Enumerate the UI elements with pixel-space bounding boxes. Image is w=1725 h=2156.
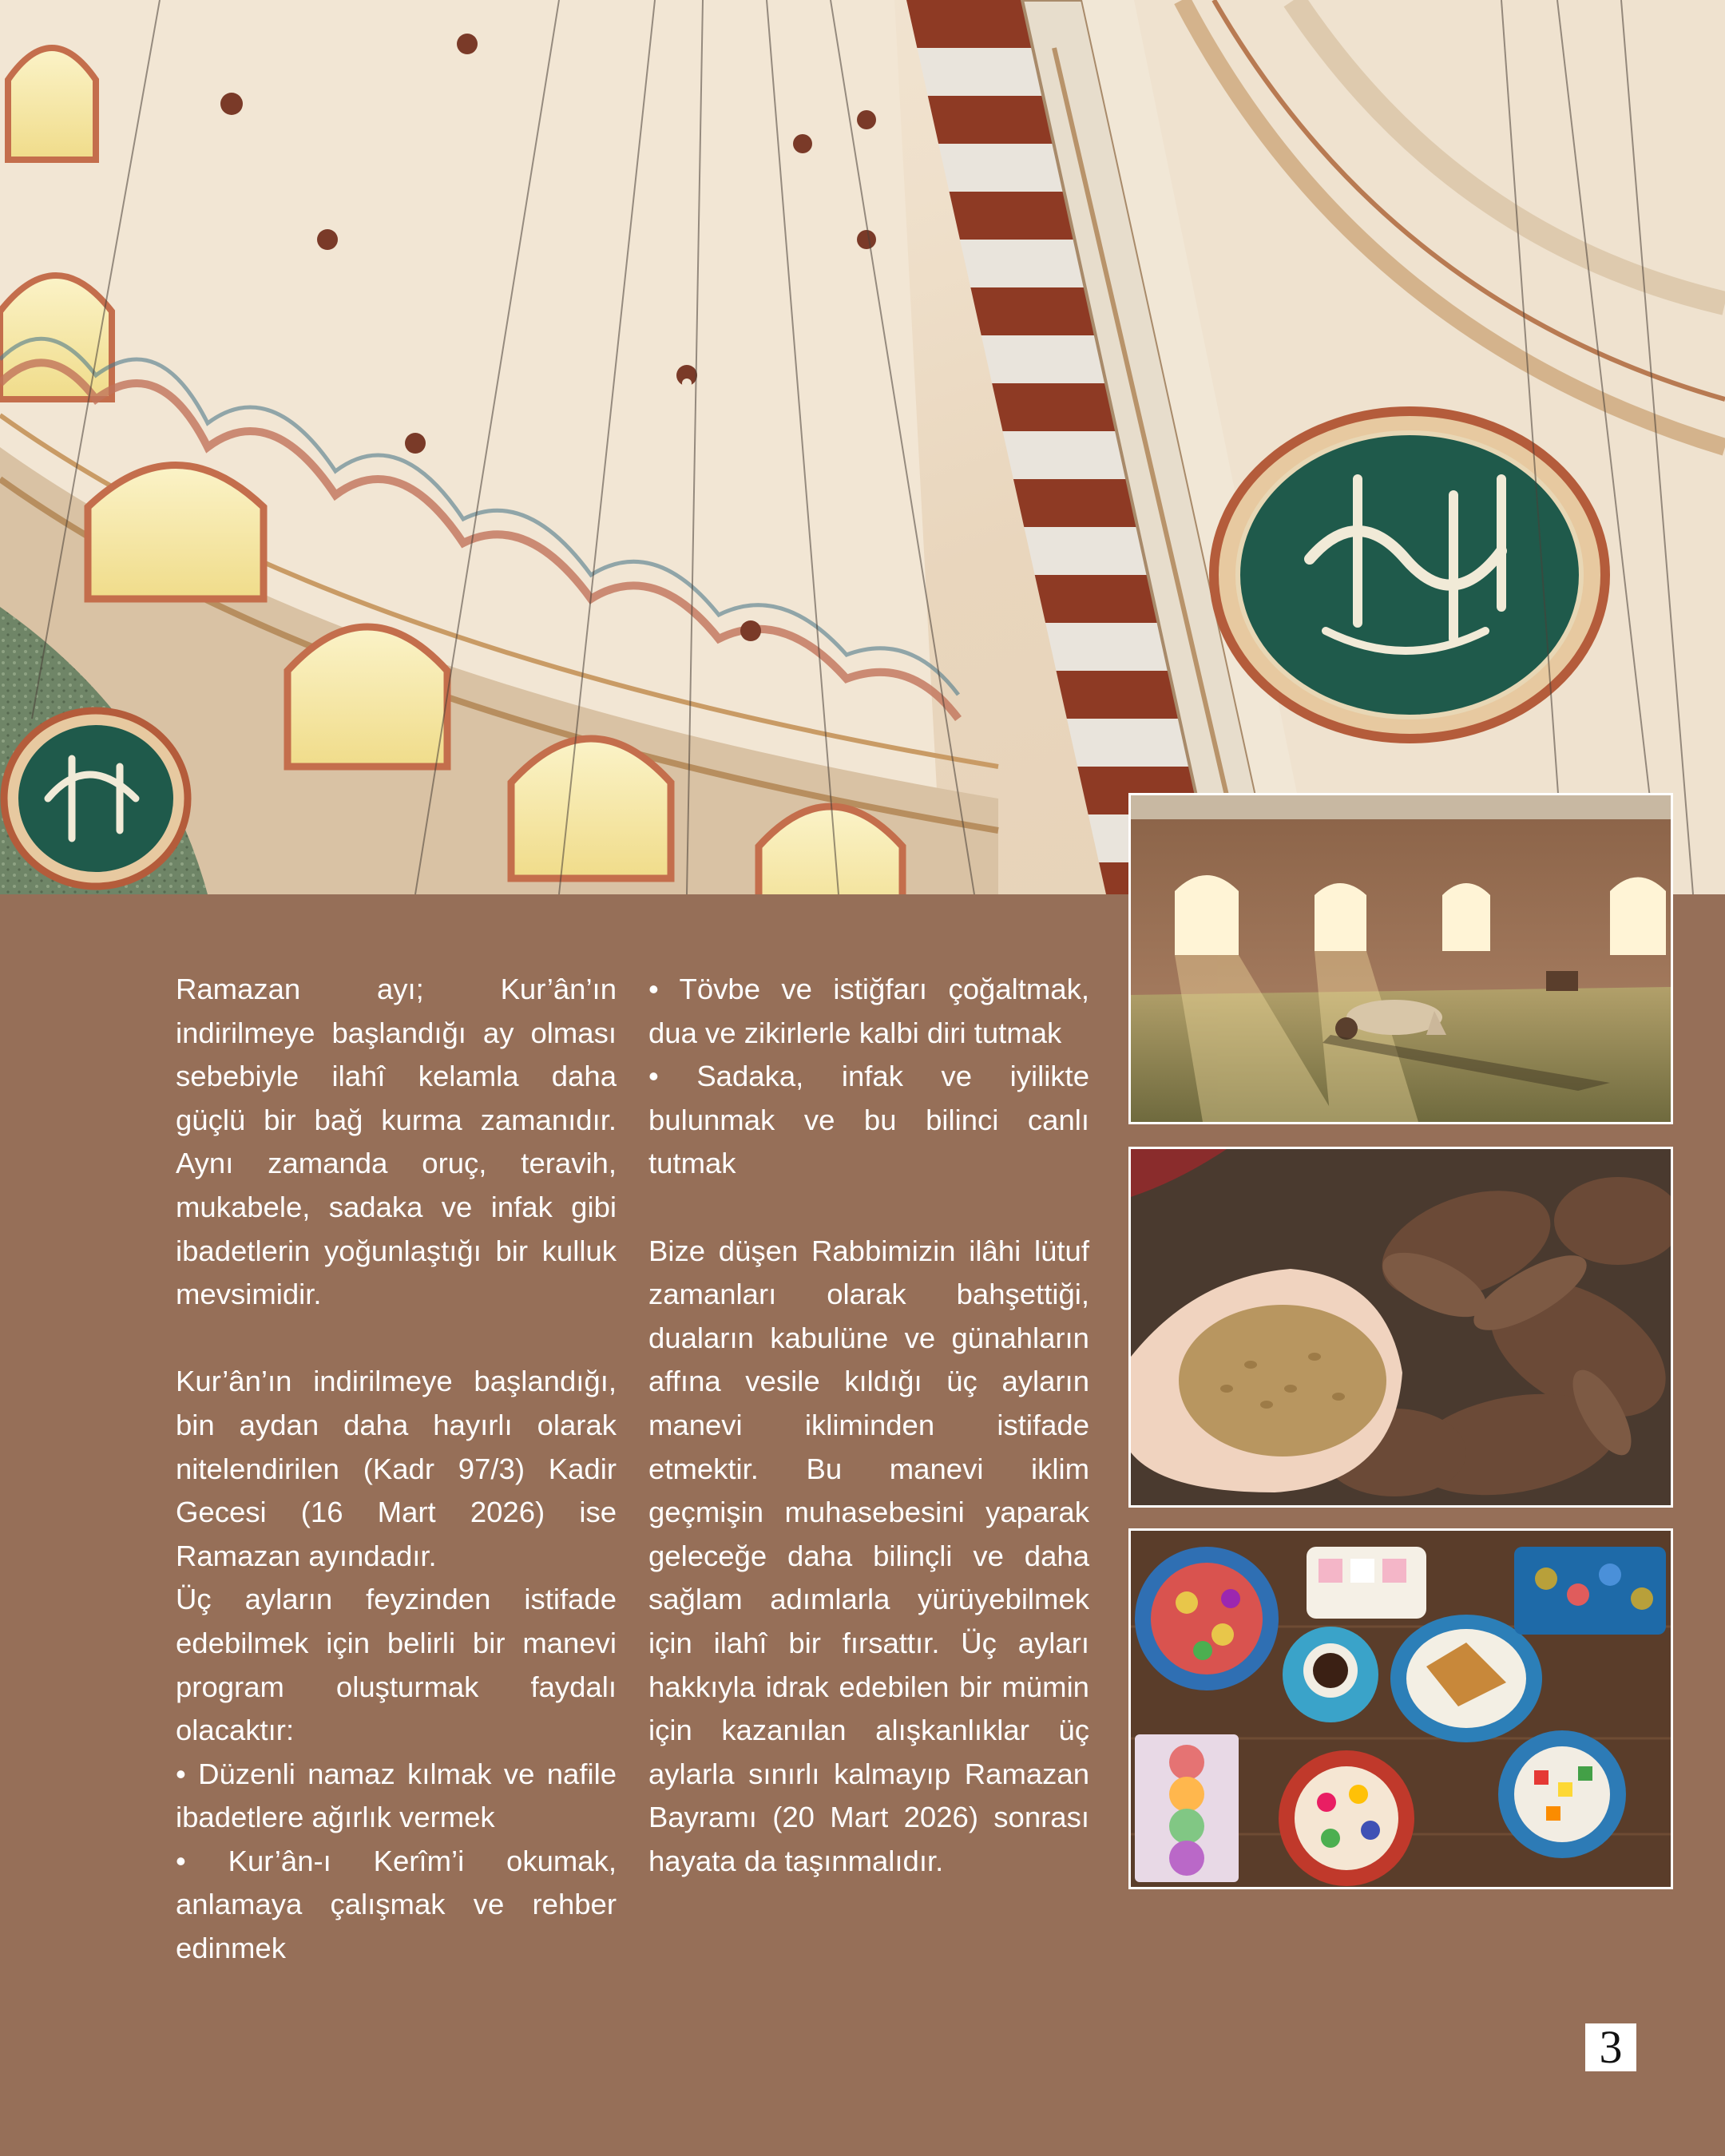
hero-mosque-dome-photo [0,0,1725,894]
bullet-namaz: • Düzenli namaz kılmak ve nafile ibadetlere ağırlık vermek [176,1757,617,1834]
page-number: 3 [1585,2023,1636,2071]
paragraph-kadir-gecesi: Kur’ân’ın indirilmeye başlandığı, bin aydan daha hayırlı olarak nitelendirilen (Kadr 97/3) Kadir Gecesi (16 Mart 2026) ise Ramazan ayındadır. [176,1365,617,1572]
photo-hands-holding-wheat [1128,1147,1673,1508]
bullet-kuran: • Kur’ân-ı Kerîm’i okumak, anlamaya çalışmak ve rehber edinmek [176,1844,617,1965]
text-column-right [648,968,1089,1883]
bullet-tovbe: • Tövbe ve istiğfarı çoğaltmak, dua ve zikirlerle kalbi diri tutmak [648,973,1089,1049]
bullet-sadaka: • Sadaka, infak ve iyilikte bulunmak ve bu bilinci canlı tutmak [648,1060,1089,1180]
photo-man-praying-in-mosque [1128,793,1673,1124]
paragraph-program-intro: Üç ayların feyzinden istifade edebilmek için belirli bir manevi program oluşturmak faydalı olacaktır: [176,1583,617,1747]
text-column-left [176,968,617,1971]
paragraph-conclusion: Bize düşen Rabbimizin ilâhi lütuf zamanları olarak bahşettiği, duaların kabulüne ve günahların affına vesile kıldığı üç ayların manevi ikliminden istifade etmektir. Bu manevi iklim geçmişin muhasebesini yaparak geleceğe daha bilinçli ve daha sağlam adımlarla yürüyebilmek için ilahî bir fırsattır. Üç ayları hakkıyla idrak edebilen bir mümin için kazanılan alışkanlıklar üç aylarla sınırlı kalmayıp Ramazan Bayramı (20 Mart 2026) sonrası hayata da taşınmalıdır. [648,1234,1089,1877]
mosque-dome-illustration [0,0,1725,894]
calligraphy-medallion-left [4,711,188,886]
calligraphy-medallion-right [1214,411,1605,739]
paragraph-ramadan-intro: Ramazan ayı; Kur’ân’ın indirilmeye başlandığı ay olması sebebiyle ilahî kelamla daha güçlü bir bağ kurma zamanıdır. Aynı zamanda oruç, teravih, mukabele, sadaka ve infak gibi ibadetlerin yoğunlaştığı bir kulluk mevsimidir. [176,973,617,1311]
photo-bayram-sweets-table [1128,1528,1673,1889]
